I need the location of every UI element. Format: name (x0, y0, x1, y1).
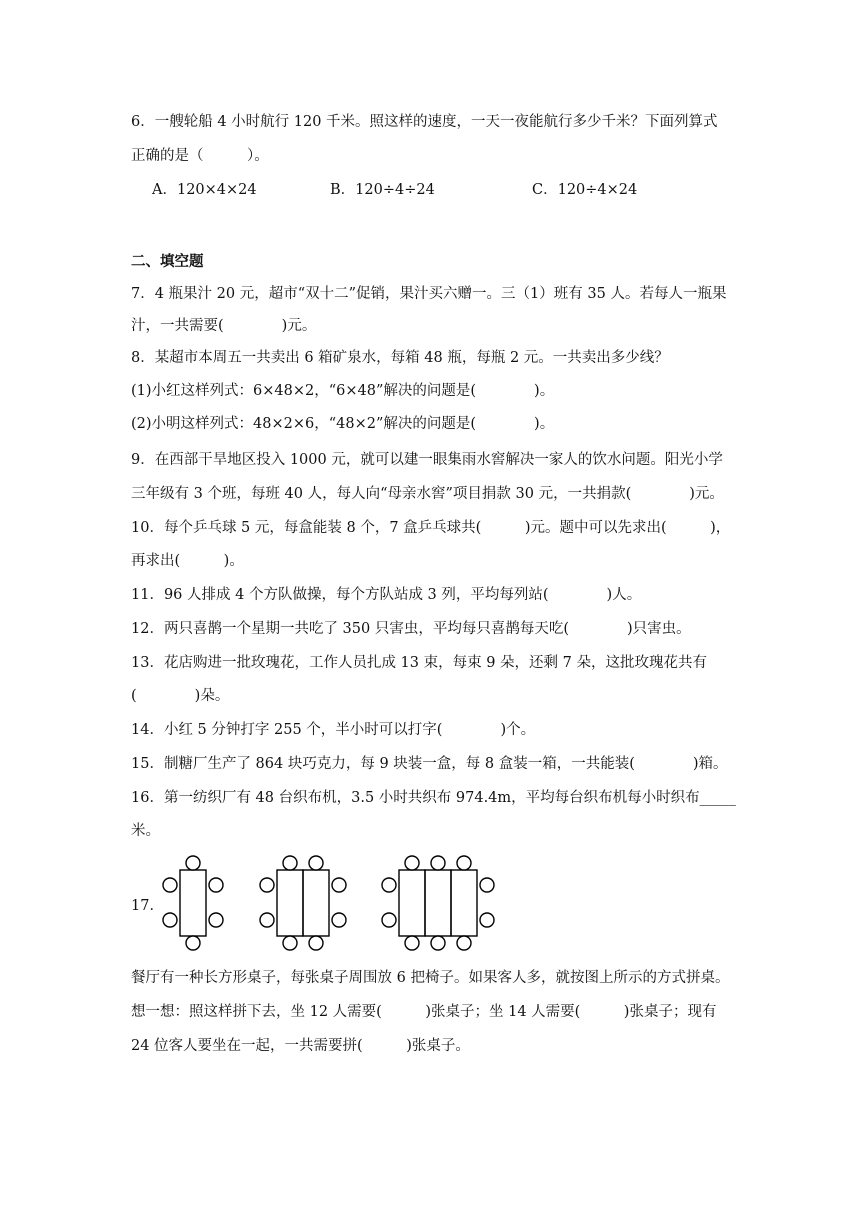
q8-line-2: (1)小红这样列式：6×48×2，“6×48”解决的问题是( )。 (131, 383, 555, 399)
q8-line-3: (2)小明这样列式：48×2×6，“48×2”解决的问题是( )。 (131, 416, 555, 432)
q9-line-1: 9．在西部干旱地区投入 1000 元，就可以建一眼集雨水窖解决一家人的饮水问题。阳光小学 (131, 452, 723, 468)
table-group-3 (382, 856, 494, 950)
table-group-2 (260, 856, 346, 950)
q12-line-1: 12．两只喜鹊一个星期一共吃了 350 只害虫，平均每只喜鹊每天吃( )只害虫。 (131, 621, 691, 637)
q16-line-1: 16．第一纺织厂有 48 台织布机，3.5 小时共织布 974.4m，平均每台织布机每小时织布_____ (131, 790, 736, 806)
q14-line-1: 14．小红 5 分钟打字 255 个，半小时可以打字( )个。 (131, 722, 536, 738)
q13-line-2: ( )朵。 (131, 688, 230, 704)
q8-line-1: 8．某超市本周五一共卖出 6 箱矿泉水，每箱 48 瓶，每瓶 2 元。一共卖出多少线？ (131, 350, 669, 366)
q11-line-1: 11．96 人排成 4 个方队做操，每个方队站成 3 列，平均每列站( )人。 (131, 587, 642, 603)
q16-line-2: 米。 (131, 823, 160, 839)
choice-letter: C． (532, 182, 558, 198)
section-title: 二、填空题 (131, 254, 204, 270)
table-arrangement-figure (155, 852, 535, 952)
choice-letter: A． (152, 182, 177, 198)
q6-line-1: 6．一艘轮船 4 小时航行 120 千米。照这样的速度，一天一夜能航行多少千米？下面列算式 (131, 114, 718, 130)
q17-number: 17． (131, 898, 164, 914)
choice-text: 120÷4×24 (557, 182, 638, 198)
q10-line-1: 10．每个乒乓球 5 元，每盒能装 8 个，7 盒乒乓球共( )元。题中可以先求出( )， (131, 520, 731, 536)
choice-text: 120×4×24 (176, 182, 257, 198)
choice-letter: B． (330, 182, 356, 198)
q13-line-1: 13．花店购进一批玫瑰花，工作人员扎成 13 束，每束 9 朵，还剩 7 朵，这批玫瑰花共有 (131, 655, 708, 671)
q9-line-2: 三年级有 3 个班，每班 40 人，每人向“母亲水窖”项目捐款 30 元，一共捐款( )元。 (131, 486, 724, 502)
q6-choice-b (330, 180, 435, 200)
q17-line-1: 餐厅有一种长方形桌子，每张桌子周围放 6 把椅子。如果客人多，就按图上所示的方式拼桌。 (131, 970, 730, 986)
q10-line-2: 再求出( )。 (131, 553, 244, 569)
q7-line-2: 汁，一共需要( )元。 (131, 318, 317, 334)
table-group-1 (163, 856, 223, 950)
q6-line-2: 正确的是（ ）。 (131, 148, 269, 164)
q7-line-1: 7．4 瓶果汁 20 元，超市“双十二”促销，果汁买六赠一。三（1）班有 35 人。若每人一瓶果 (131, 286, 727, 302)
q17-line-3: 24 位客人要坐在一起，一共需要拼( )张桌子。 (131, 1038, 470, 1054)
q6-choice-a (152, 180, 257, 200)
q17-line-2: 想一想：照这样拼下去，坐 12 人需要( )张桌子；坐 14 人需要( )张桌子；现有 (131, 1004, 717, 1020)
q15-line-1: 15．制糖厂生产了 864 块巧克力，每 9 块装一盒，每 8 盒装一箱，一共能装( )箱。 (131, 756, 728, 772)
q6-choice-c (532, 180, 637, 200)
choice-text: 120÷4÷24 (355, 182, 435, 198)
